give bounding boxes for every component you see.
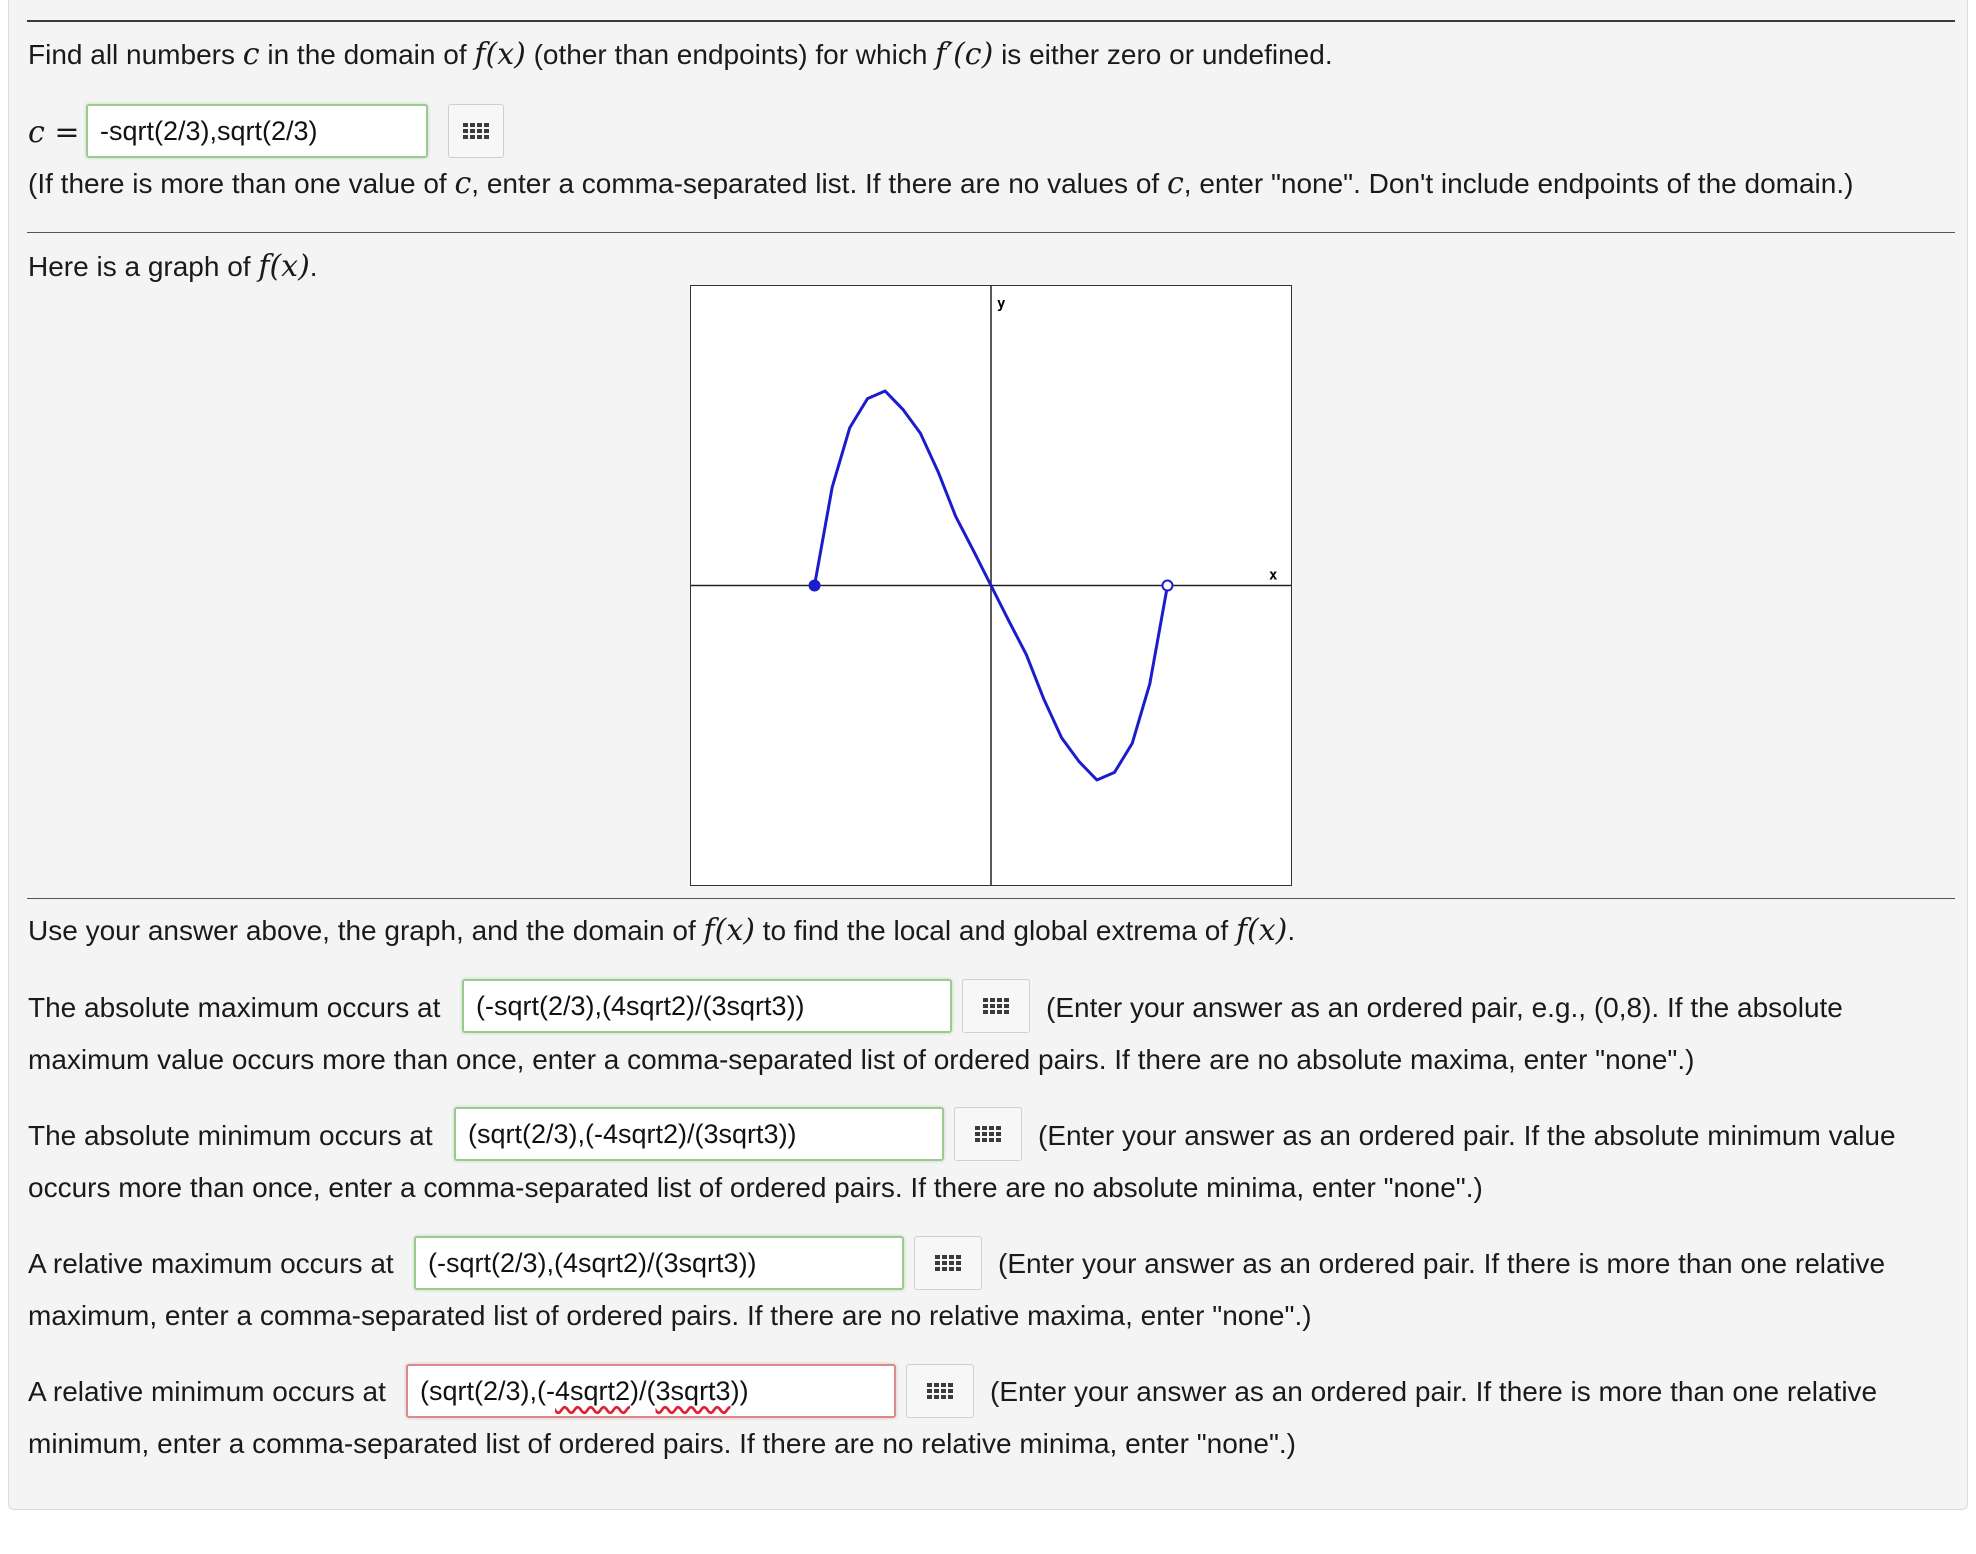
divider (27, 898, 1955, 899)
x-axis-label: x (1269, 567, 1278, 584)
rel-min-hint-cont: minimum, enter a comma-separated list of ordered pairs. If there are no relative minima, enter "none".) (28, 1428, 1296, 1459)
rel-min-input[interactable]: (sqrt(2/3),(-4sqrt2)/(3sqrt3)) (406, 1364, 896, 1418)
keyboard-grid-icon[interactable] (914, 1236, 982, 1290)
abs-min-label: The absolute minimum occurs at (28, 1120, 433, 1151)
rel-max-hint: (Enter your answer as an ordered pair. If there is more than one relative (998, 1248, 1886, 1279)
keyboard-grid-icon[interactable] (962, 979, 1030, 1033)
question1-hint: (If there is more than one value of c, enter a comma-separated list. If there are no values of c, enter "none". Don't include endpoints of the domain.) (28, 166, 1854, 201)
open-endpoint-dot (1162, 581, 1172, 591)
keyboard-grid-icon[interactable] (954, 1107, 1022, 1161)
graph-caption: Here is a graph of f(x). (28, 249, 318, 284)
rel-min-hint: (Enter your answer as an ordered pair. If there is more than one relative (990, 1376, 1878, 1407)
abs-min-hint-cont: occurs more than once, enter a comma-separated list of ordered pairs. If there are no absolute minima, enter "none".) (28, 1172, 1483, 1203)
c-answer-label: c = (28, 115, 80, 150)
abs-max-label: The absolute maximum occurs at (28, 992, 441, 1023)
question2-intro: Use your answer above, the graph, and the domain of f(x) to find the local and global extrema of f(x). (28, 913, 1296, 948)
abs-min-hint: (Enter your answer as an ordered pair. If the absolute minimum value (1038, 1120, 1896, 1151)
abs-max-input[interactable]: (-sqrt(2/3),(4sqrt2)/(3sqrt3)) (462, 979, 952, 1033)
y-axis-label: y (997, 296, 1006, 312)
closed-endpoint-dot (810, 581, 820, 591)
divider (27, 20, 1955, 22)
rel-max-label: A relative maximum occurs at (28, 1248, 394, 1279)
keyboard-grid-icon[interactable] (906, 1364, 974, 1418)
divider (27, 232, 1955, 233)
abs-max-hint-cont: maximum value occurs more than once, enter a comma-separated list of ordered pairs. If there are no absolute maxima, enter "none".) (28, 1044, 1695, 1075)
graph-svg (691, 286, 1291, 885)
function-graph (690, 285, 1292, 886)
abs-max-hint: (Enter your answer as an ordered pair, e.g., (0,8). If the absolute (1046, 992, 1843, 1023)
keyboard-grid-icon[interactable] (448, 104, 504, 158)
rel-min-label: A relative minimum occurs at (28, 1376, 386, 1407)
question1-prompt: Find all numbers c in the domain of f(x) (other than endpoints) for which f′(c) is either zero or undefined. (28, 37, 1333, 72)
abs-min-input[interactable]: (sqrt(2/3),(-4sqrt2)/(3sqrt3)) (454, 1107, 944, 1161)
c-answer-input[interactable]: -sqrt(2/3),sqrt(2/3) (86, 104, 428, 158)
rel-max-input[interactable]: (-sqrt(2/3),(4sqrt2)/(3sqrt3)) (414, 1236, 904, 1290)
rel-max-hint-cont: maximum, enter a comma-separated list of ordered pairs. If there are no relative maxima, enter "none".) (28, 1300, 1312, 1331)
